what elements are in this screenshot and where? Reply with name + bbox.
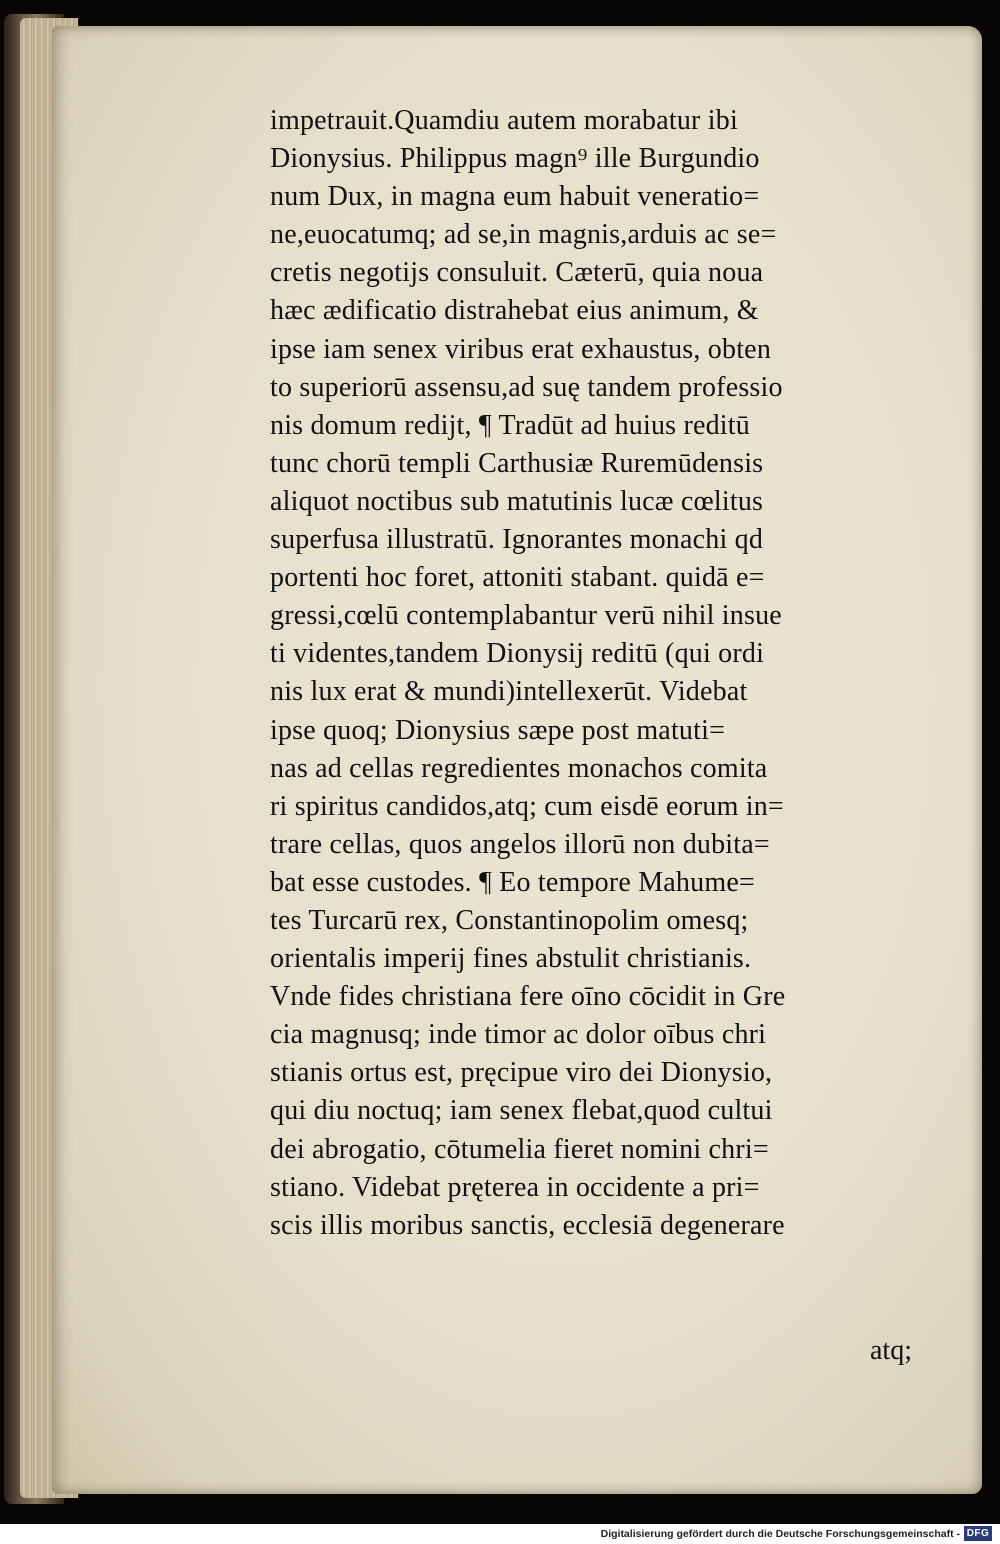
- text-line: num Dux, in magna eum habuit veneratio=: [270, 181, 760, 213]
- text-line: trare cellas, quos angelos illorū non dubita=: [270, 828, 770, 860]
- text-line: stianis ortus est, pręcipue viro dei Dionysio,: [270, 1057, 773, 1089]
- dfg-logo: DFG: [964, 1526, 992, 1541]
- text-line: cretis negotijs consuluit. Cæterū, quia noua: [270, 257, 764, 289]
- footer-bar: [0, 1524, 1000, 1544]
- text-line: gressi,cœlū contemplabantur verū nihil insue: [270, 600, 782, 632]
- text-line: bat esse custodes. ¶ Eo tempore Mahume=: [270, 866, 755, 898]
- text-block: [270, 102, 970, 1245]
- text-line: superfusa illustratū. Ignorantes monachi qd: [270, 524, 764, 556]
- text-line: scis illis moribus sanctis, ecclesiā degenerare: [270, 1209, 785, 1241]
- text-line: dei abrogatio, cōtumelia fieret nomini chri=: [270, 1133, 769, 1165]
- text-line: ipse quoq; Dionysius sæpe post matuti=: [270, 714, 726, 746]
- text-line: Dionysius. Philippus magn⁹ ille Burgundio: [270, 143, 760, 175]
- footer-credit: Digitalisierung gefördert durch die Deutsche Forschungsgemeinschaft -: [600, 1528, 960, 1540]
- text-line: ne,euocatumq; ad se,in magnis,arduis ac se=: [270, 219, 777, 251]
- text-line: orientalis imperij fines abstulit christianis.: [270, 943, 752, 975]
- text-line: ti videntes,tandem Dionysij reditū (qui ordi: [270, 638, 765, 670]
- text-line: to superiorū assensu,ad suę tandem professio: [270, 371, 783, 403]
- book-page: [52, 26, 982, 1494]
- text-line: nis lux erat & mundi)intellexerūt. Videbat: [270, 676, 748, 708]
- text-line: tes Turcarū rex, Constantinopolim omesq;: [270, 904, 749, 936]
- text-line: nis domum redijt, ¶ Tradūt ad huius reditū: [270, 409, 750, 441]
- text-line: tunc chorū templi Carthusiæ Ruremūdensis: [270, 447, 764, 479]
- text-line: cia magnusq; inde timor ac dolor oībus chri: [270, 1019, 767, 1051]
- text-line: nas ad cellas regredientes monachos comita: [270, 752, 768, 784]
- text-line: qui diu noctuq; iam senex flebat,quod cultui: [270, 1095, 773, 1127]
- text-line: portenti hoc foret, attoniti stabant. quidā e=: [270, 562, 765, 594]
- catchword: atq;: [870, 1335, 912, 1366]
- text-line: stiano. Videbat pręterea in occidente a pri=: [270, 1171, 760, 1203]
- text-line: Vnde fides christiana fere oīno cōcidit in Gre: [270, 981, 786, 1013]
- text-line: hæc ædificatio distrahebat eius animum, &: [270, 295, 759, 327]
- text-line: impetrauit.Quamdiu autem morabatur ibi: [270, 105, 738, 136]
- text-line: ri spiritus candidos,atq; cum eisdē eorum in=: [270, 790, 784, 822]
- text-line: ipse iam senex viribus erat exhaustus, obten: [270, 333, 772, 365]
- text-line: aliquot noctibus sub matutinis lucæ cœlitus: [270, 485, 764, 517]
